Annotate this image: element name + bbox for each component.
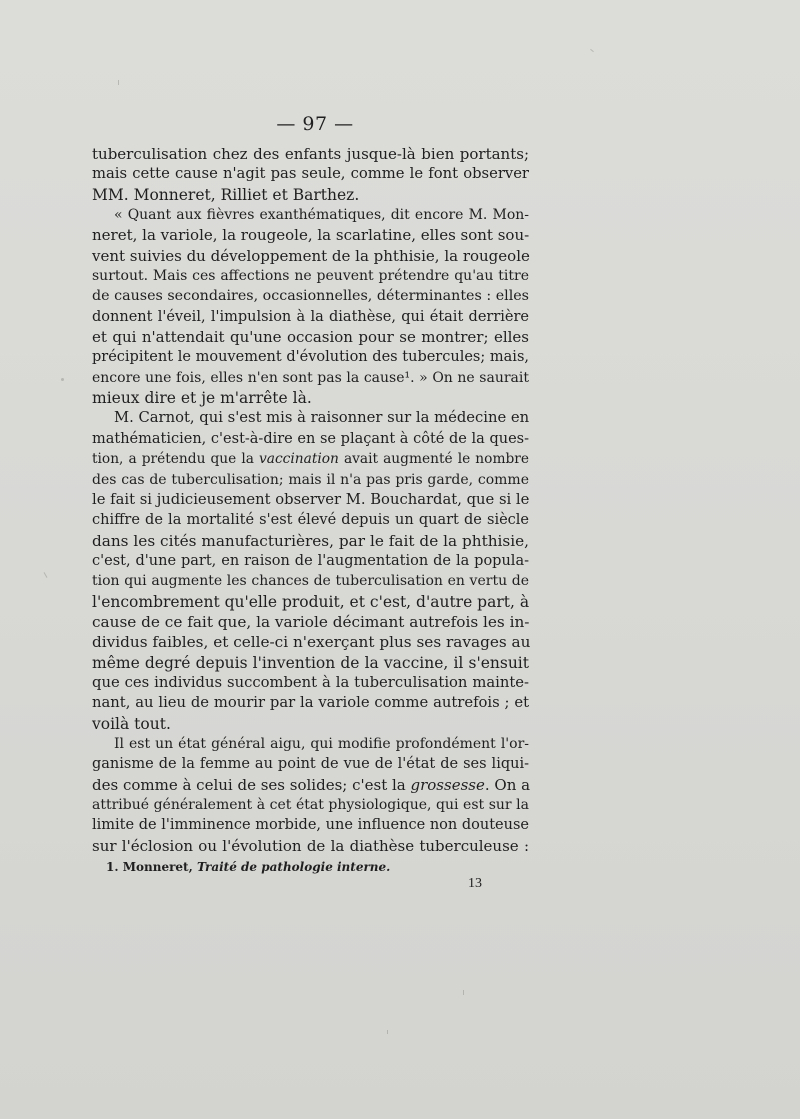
text-line: Il est un état général aigu, qui modifie profondément l'or- [114,735,529,752]
text-line: vent suivies du développement de la phthisie, la rougeole [92,246,530,265]
text-line: cause de ce fait que, la variole décimant autrefois les in- [92,612,530,631]
text-line: « Quant aux fièvres exanthématiques, dit encore M. Mon- [114,207,529,224]
text-line: mieux dire et je m'arrête là. [92,389,312,408]
text-line: sur l'éclosion ou l'évolution de la diathèse tuberculeuse : [92,836,529,855]
text-line: mathématicien, c'est-à-dire en se plaçant à côté de la ques- [92,430,529,447]
text-line: même degré depuis l'invention de la vaccine, il s'ensuit [92,653,529,672]
paper-speck [61,378,64,381]
footnote-number: 1. [106,860,119,874]
text-line: que ces individus succombent à la tuberculisation mainte- [92,673,529,691]
text-line: mais cette cause n'agit pas seule, comme le font observer [92,165,529,183]
text-line: MM. Monneret, Rilliet et Barthez. [92,185,360,204]
text-line: des cas de tuberculisation; mais il n'a pas pris garde, comme [92,471,529,488]
paper-speck [463,990,464,995]
text-line: des comme à celui de ses solides; c'est la grossesse. On a [92,775,531,794]
text-line: et qui n'attendait qu'une occasion pour se montrer; elles [92,328,529,347]
text-line: dividus faibles, et celle-ci n'exerçant plus ses ravages au [92,633,531,652]
page-number: — 97 — [276,113,354,135]
text-line: limite de l'imminence morbide, une influence non douteuse [92,817,529,834]
text-line: l'encombrement qu'elle produit, et c'est, d'autre part, à [92,592,530,611]
paper-speck [590,49,594,52]
text-line: tuberculisation chez des enfants jusque-là bien portants; [92,145,529,163]
text-line: tion, a prétendu que la vaccination avait augmenté le nombre [92,451,529,468]
paper-speck [44,572,48,578]
text-line: voilà tout. [92,714,171,733]
paper-speck [118,80,119,85]
text-line: encore une fois, elles n'en sont pas la cause¹. » On ne saurait [92,369,529,386]
text-line: dans les cités manufacturières, par le fait de la phthisie, [92,531,529,550]
body-text [92,144,529,856]
text-line: donnent l'éveil, l'impulsion à la diathèse, qui était derrière [92,308,529,325]
text-line: c'est, d'une part, en raison de l'augmentation de la popula- [92,552,529,569]
text-line: le fait si judicieusement observer M. Bouchardat, que si le [92,490,530,508]
text-line: ganisme de la femme au point de vue de l'état de ses liqui- [92,756,529,773]
text-line: surtout. Mais ces affections ne peuvent prétendre qu'au titre [92,268,529,285]
text-line: neret, la variole, la rougeole, la scarlatine, elles sont sou- [92,226,530,245]
text-line: nant, au lieu de mourir par la variole comme autrefois ; et [92,694,529,712]
printer-signature-mark: 13 [468,876,482,891]
text-line: chiffre de la mortalité s'est élevé depuis un quart de siècle [92,512,529,529]
text-line: tion qui augmente les chances de tuberculisation en vertu de [92,573,529,590]
text-line: M. Carnot, qui s'est mis à raisonner sur la médecine en [114,409,530,427]
text-line: précipitent le mouvement d'évolution des tubercules; mais, [92,349,529,366]
footnote-author: Monneret, [122,860,193,874]
paper-speck [387,1030,388,1034]
text-line: attribué généralement à cet état physiologique, qui est sur la [92,797,529,813]
footnote [106,860,390,874]
text-line: de causes secondaires, occasionnelles, déterminantes : elles [92,288,529,305]
footnote-title: Traité de pathologie interne. [196,860,391,874]
